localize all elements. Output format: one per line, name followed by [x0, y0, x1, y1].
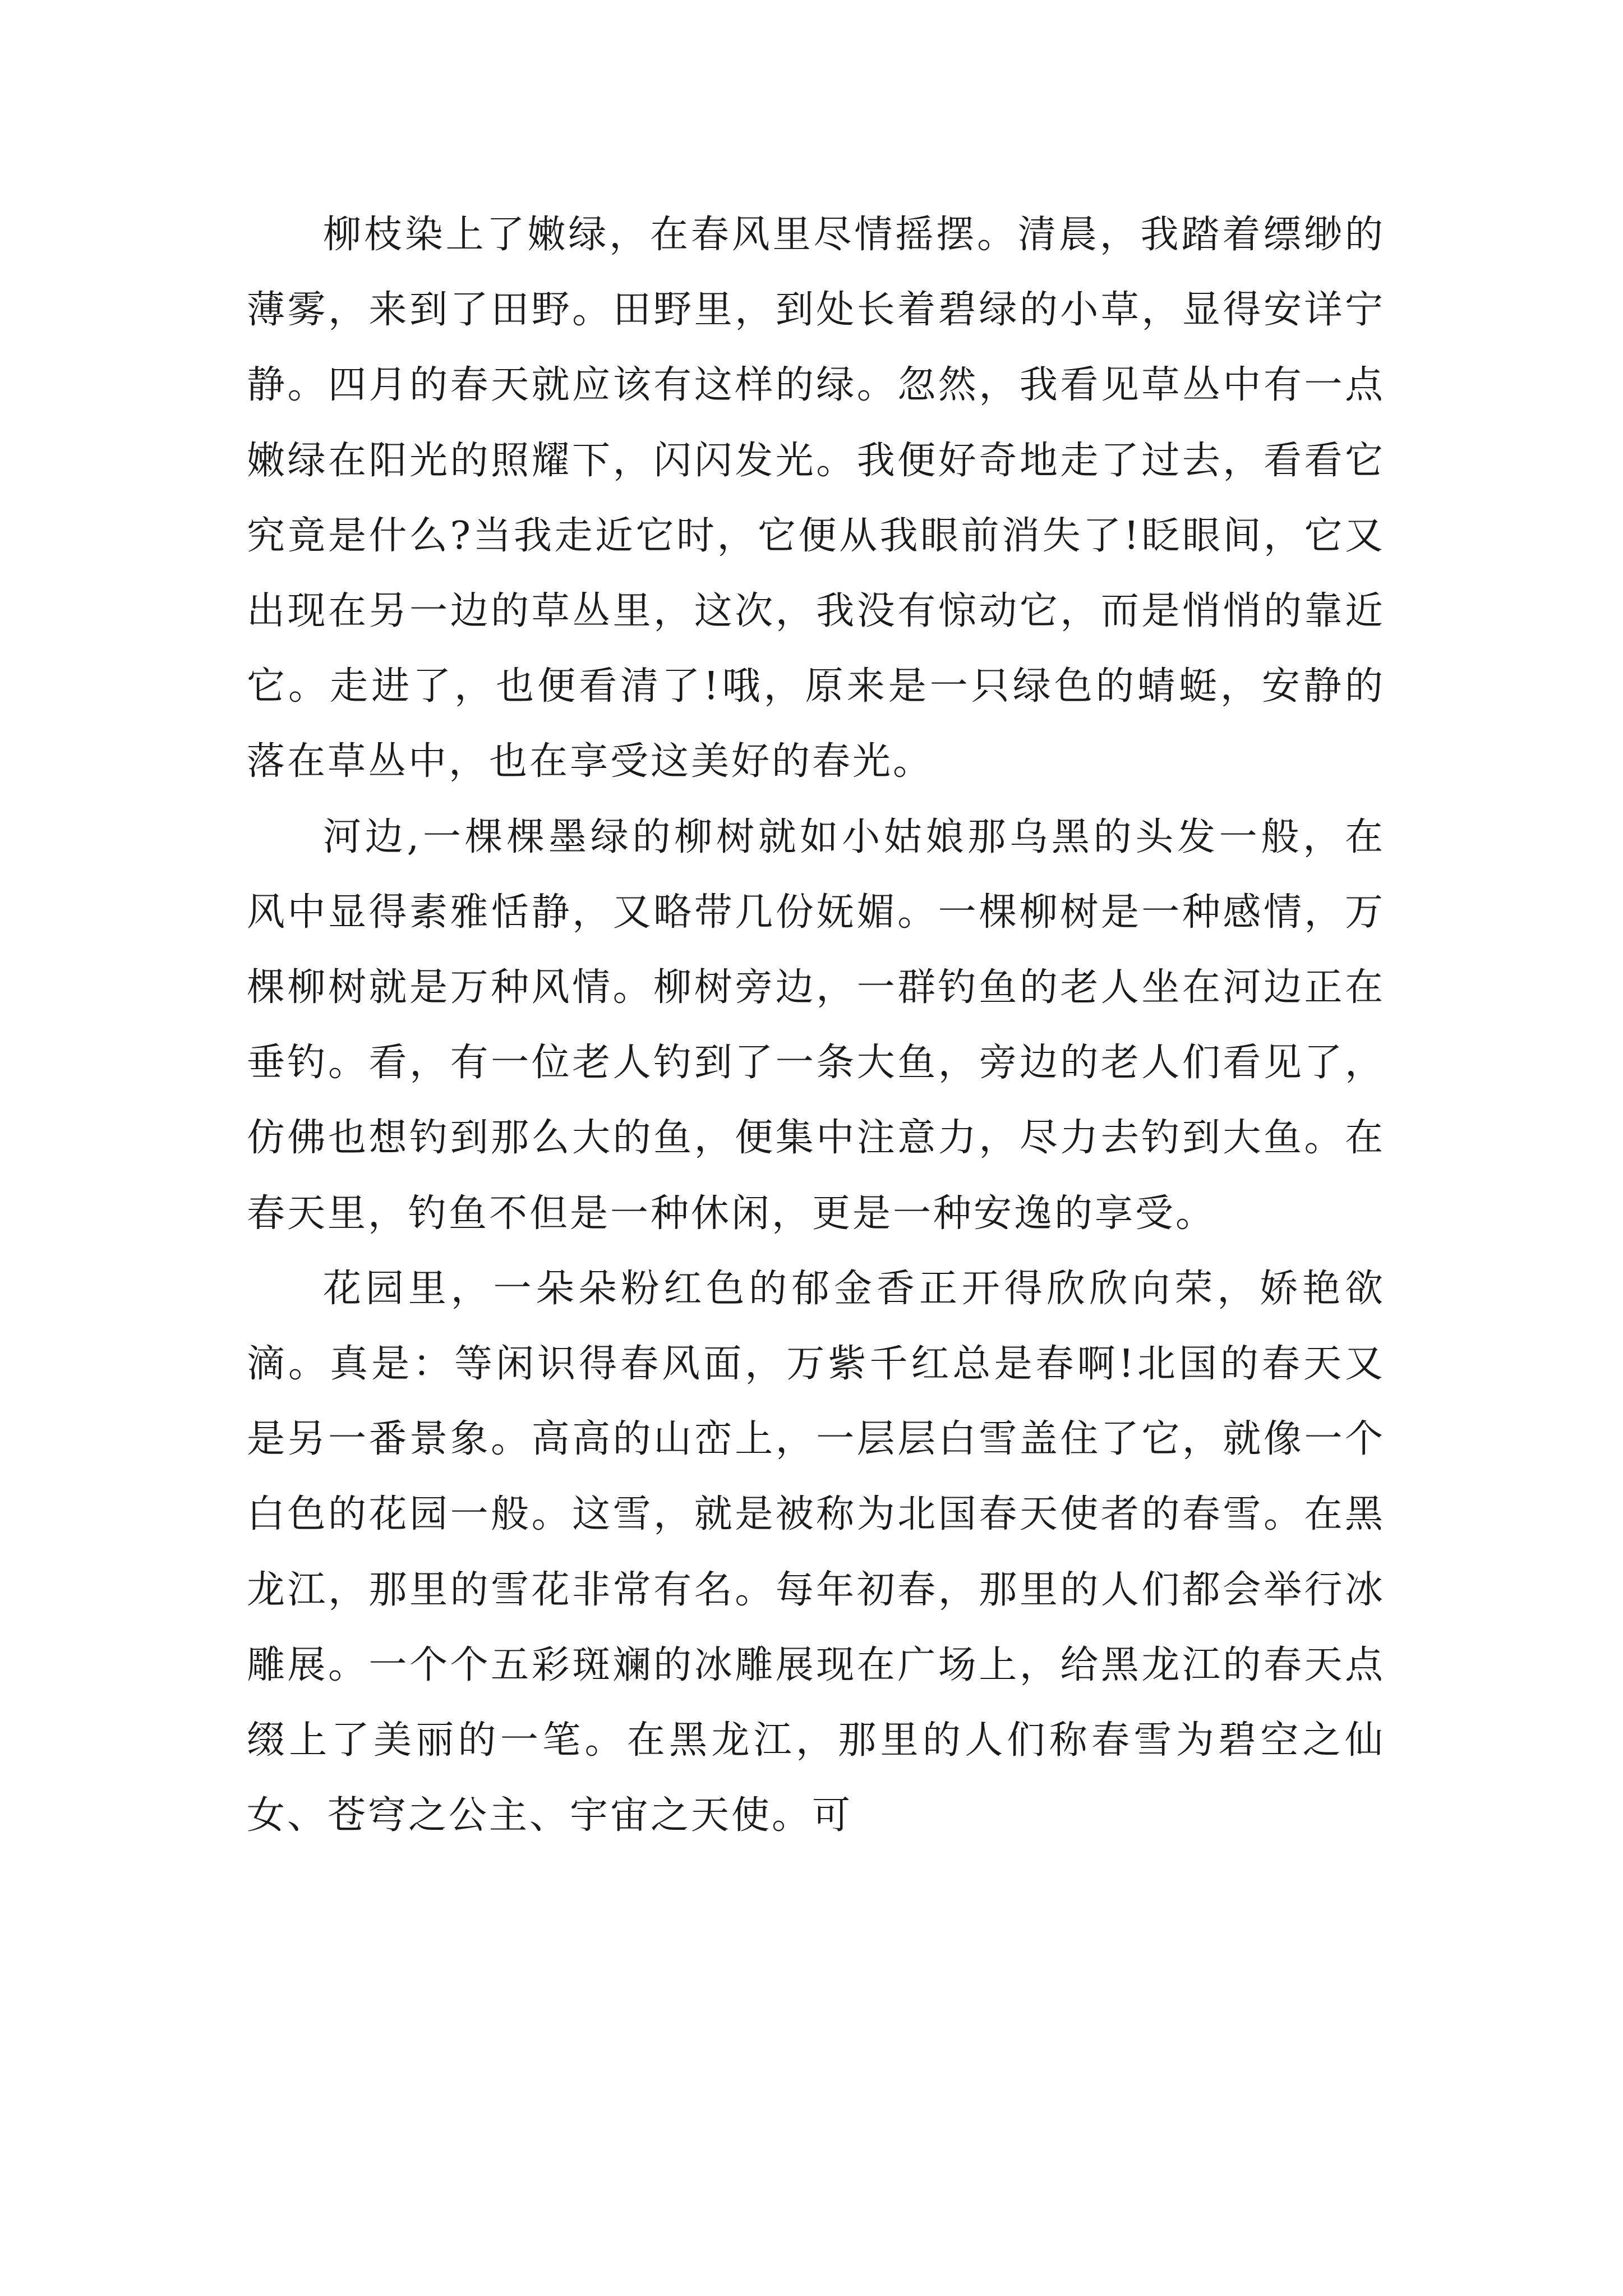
paragraph-3: 花园里，一朵朵粉红色的郁金香正开得欣欣向荣，娇艳欲滴。真是：等闲识得春风面，万紫千红总是春啊!北国的春天又是另一番景象。高高的山峦上，一层层白雪盖住了它，就像一个白色的花园一般。这雪，就是被称为北国春天使者的春雪。在黑龙江，那里的雪花非常有名。每年初春，那里的人们都会举行冰雕展。一个个五彩斑斓的冰雕展现在广场上，给黑龙江的春天点缀上了美丽的一笔。在黑龙江，那里的人们称春雪为碧空之仙女、苍穹之公主、宇宙之天使。可 — [247, 1266, 1385, 1838]
body-text — [247, 197, 1385, 1853]
paragraph-2: 河边,一棵棵墨绿的柳树就如小姑娘那乌黑的头发一般，在风中显得素雅恬静，又略带几份妩媚。一棵柳树是一种感情，万棵柳树就是万种风情。柳树旁边，一群钓鱼的老人坐在河边正在垂钓。看，有一位老人钓到了一条大鱼，旁边的老人们看见了，仿佛也想钓到那么大的鱼，便集中注意力，尽力去钓到大鱼。在春天里，钓鱼不但是一种休闲，更是一种安逸的享受。 — [247, 815, 1385, 1236]
paragraph-1: 柳枝染上了嫩绿，在春风里尽情摇摆。清晨，我踏着缥缈的薄雾，来到了田野。田野里，到处长着碧绿的小草，显得安详宁静。四月的春天就应该有这样的绿。忽然，我看见草丛中有一点嫩绿在阳光的照耀下，闪闪发光。我便好奇地走了过去，看看它究竟是什么?当我走近它时，它便从我眼前消失了!眨眼间，它又出现在另一边的草丛里，这次，我没有惊动它，而是悄悄的靠近它。走进了，也便看清了!哦，原来是一只绿色的蜻蜓，安静的落在草丛中，也在享受这美好的春光。 — [247, 213, 1385, 784]
